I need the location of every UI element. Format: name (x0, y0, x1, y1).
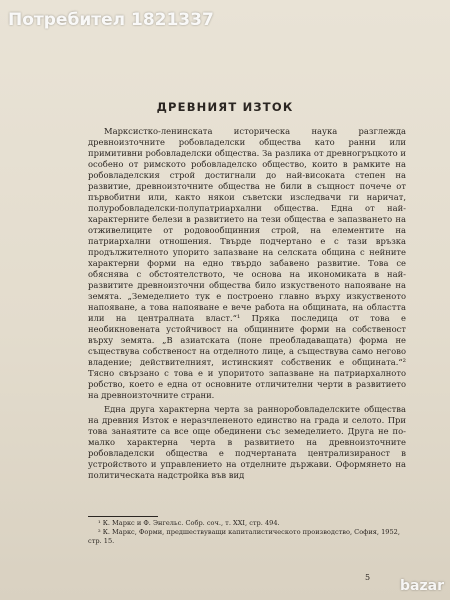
page-body (88, 126, 406, 481)
footnote: ¹ К. Маркс и Ф. Энгельс. Собр. соч., т. XXI, стр. 494. (98, 519, 280, 527)
paragraph: Една друга характерна черта за ранноробовладелските общества на древния Изток е неразчлененото единство на града и селото. При това занаятите са все още обединени със земеделието. Друга не по-малко характерна черта в развитието на древноизточните робовладелски общества е подчертаната централизираност в устройството и управлението на отделните държави. Оформянето на политическата надстройка във вид (88, 404, 406, 480)
footnote: ² К. Маркс, Форми, предшествуващи капиталистическото производство, София, 1952, стр. 15. (88, 528, 400, 545)
footnotes (88, 516, 406, 546)
paragraph: Марксистко-ленинската историческа наука разглежда древноизточните робовладелски общества като ранни или примитивни робовладелски общества. За разлика от древногръцкото и особено от римското робовладелско общество, които в рамките на робовладелския строй достигнали до най-високата степен на развитие, древноизточните общества не били в същност почечe от първобитни или, както някои съветски изследвачи ги наричат, полуробовладелски-полупатриархални общества. Една от най-характерните белези в развитието на тези общества е запазването на отживелиците от родовообщинния строй, на елементите на патриархални отношения. Твърде подчертано е с тази връзка продължителното упорито запазване на селската община с нейните характерни форми на едно твърдо забавено развитие. Това се обяснява с обстоятелството, че основа на икономиката в най-развитите древноизточни общества било изкуственото напояване на земята. „Земеделието тук е построено главно върху изкуственото напояване, а това напояване е вече работа на общината, на областта или на централната власт.“¹ Пряка последица от това е необикновената устойчивост на общинните форми на собственост върху земята. „В азиатската (поне преобладаващата) форма не съществува собственост на отделното лице, а съществува само негово владение; действителният, истинският собственик е общината.“² Тясно свързано с това е и упоритото запазване на патриархалното робство, което е една от основните отличителни черти в развитието на древноизточните страни. (88, 126, 406, 400)
chapter-title: ДРЕВНИЯТ ИЗТОК (156, 100, 294, 114)
bazar-logo: bazar (400, 578, 444, 594)
user-watermark: Потребител 1821337 (8, 10, 214, 30)
footnote-divider (88, 516, 158, 517)
page-number: 5 (365, 573, 371, 582)
